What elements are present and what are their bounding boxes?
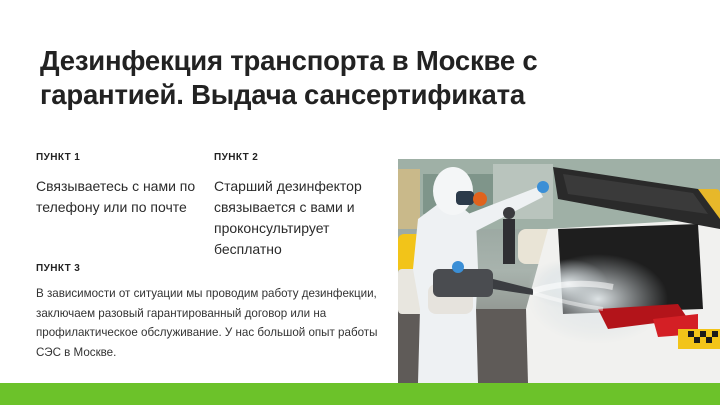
- footer-accent-bar: [0, 383, 720, 405]
- step-2-text: Старший дезинфектор связывается с вами и проконсультирует бесплатно: [214, 178, 362, 257]
- page-title: Дезинфекция транспорта в Москве с гарантией. Выдача сансертификата: [40, 45, 538, 110]
- step-1-text: Связываетесь с нами по телефону или по почте: [36, 178, 196, 215]
- step-1-label: ПУНКТ 1: [36, 152, 81, 163]
- step-3-text: В зависимости от ситуации мы проводим работу дезинфекции, заключаем разовый гарантированный договор или на профилактическое обслуживание. У нас большой опыт работы СЭС в Москве.: [36, 287, 378, 359]
- step-2-label: ПУНКТ 2: [214, 152, 259, 163]
- step-3-label: ПУНКТ 3: [36, 263, 81, 274]
- disinfection-photo: [398, 159, 720, 383]
